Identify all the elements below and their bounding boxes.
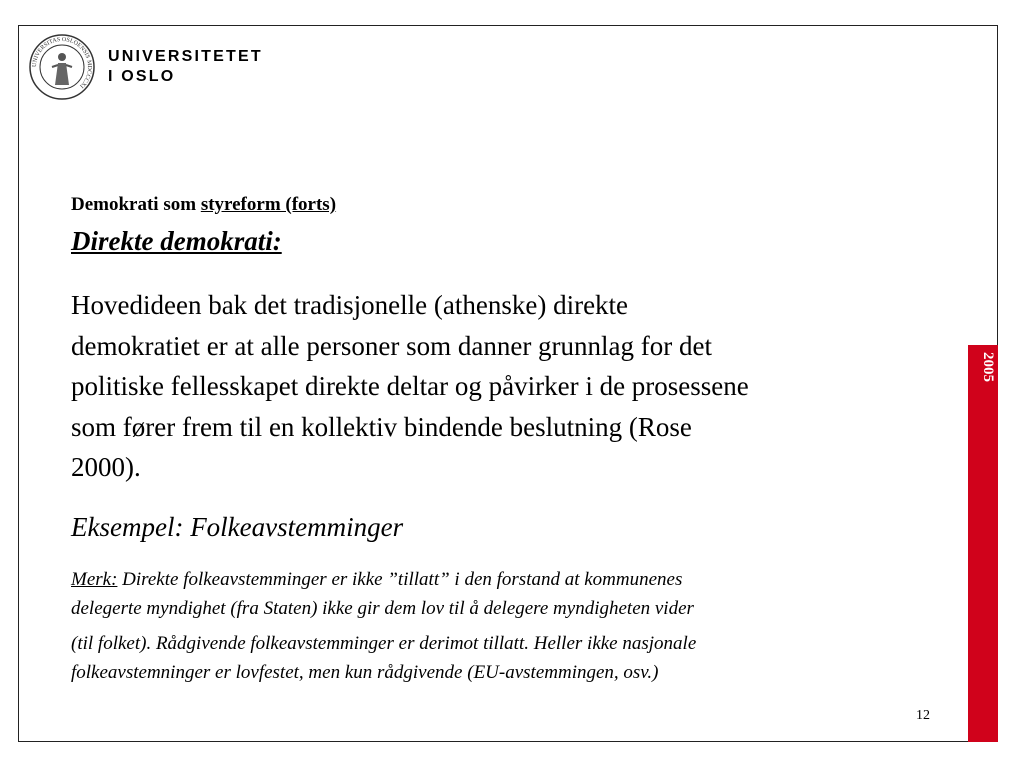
subtitle-link: styreform (forts) [200, 194, 337, 215]
note-line: delegerte myndighet (fra Staten) ikke gir dem lov til å delegere myndigheten vider [71, 598, 694, 619]
paragraph-line: demokratiet er at alle personer som danner grunnlag for det [71, 330, 712, 361]
note-label: Merk: [71, 569, 118, 590]
example-line: Eksempel: Folkeavstemminger [71, 512, 404, 542]
paragraph-line: som fører frem til en kollektiv bindende beslutning (Rose [71, 411, 692, 442]
subtitle-prefix: Demokrati som [71, 194, 197, 215]
note-block [71, 565, 951, 687]
note-line: folkeavstemninger er lovfestet, men kun rådgivende (EU-avstemmingen, osv.) [71, 662, 659, 683]
university-name [108, 47, 263, 87]
note-line: (til folket). Rådgivende folkeavstemminger er derimot tillatt. Heller ikke nasjonale [71, 633, 697, 654]
university-seal-icon [28, 33, 96, 101]
side-red-bar [968, 345, 998, 742]
page-number: 12 [916, 708, 930, 723]
university-name-line2: I OSLO [108, 68, 176, 85]
note-line [71, 565, 951, 594]
year-label: 2005 [980, 352, 996, 382]
university-name-line1: UNIVERSITETET [108, 48, 263, 65]
main-paragraph [71, 285, 951, 488]
slide-heading: Direkte demokrati: [71, 226, 282, 256]
seal-text: UNIVERSITAS OSLOENSIS MDCCCXI [31, 36, 93, 89]
paragraph-line: 2000). [71, 452, 141, 482]
note-line-text: Direkte folkeavstemminger er ikke ”tillatt” i den forstand at kommunenes [117, 569, 683, 590]
paragraph-line: politiske fellesskapet direkte deltar og påvirker i de prosessene [71, 371, 749, 401]
slide-subtitle [71, 194, 336, 216]
paragraph-line: Hovedideen bak det tradisjonelle (athenske) direkte [71, 290, 629, 320]
